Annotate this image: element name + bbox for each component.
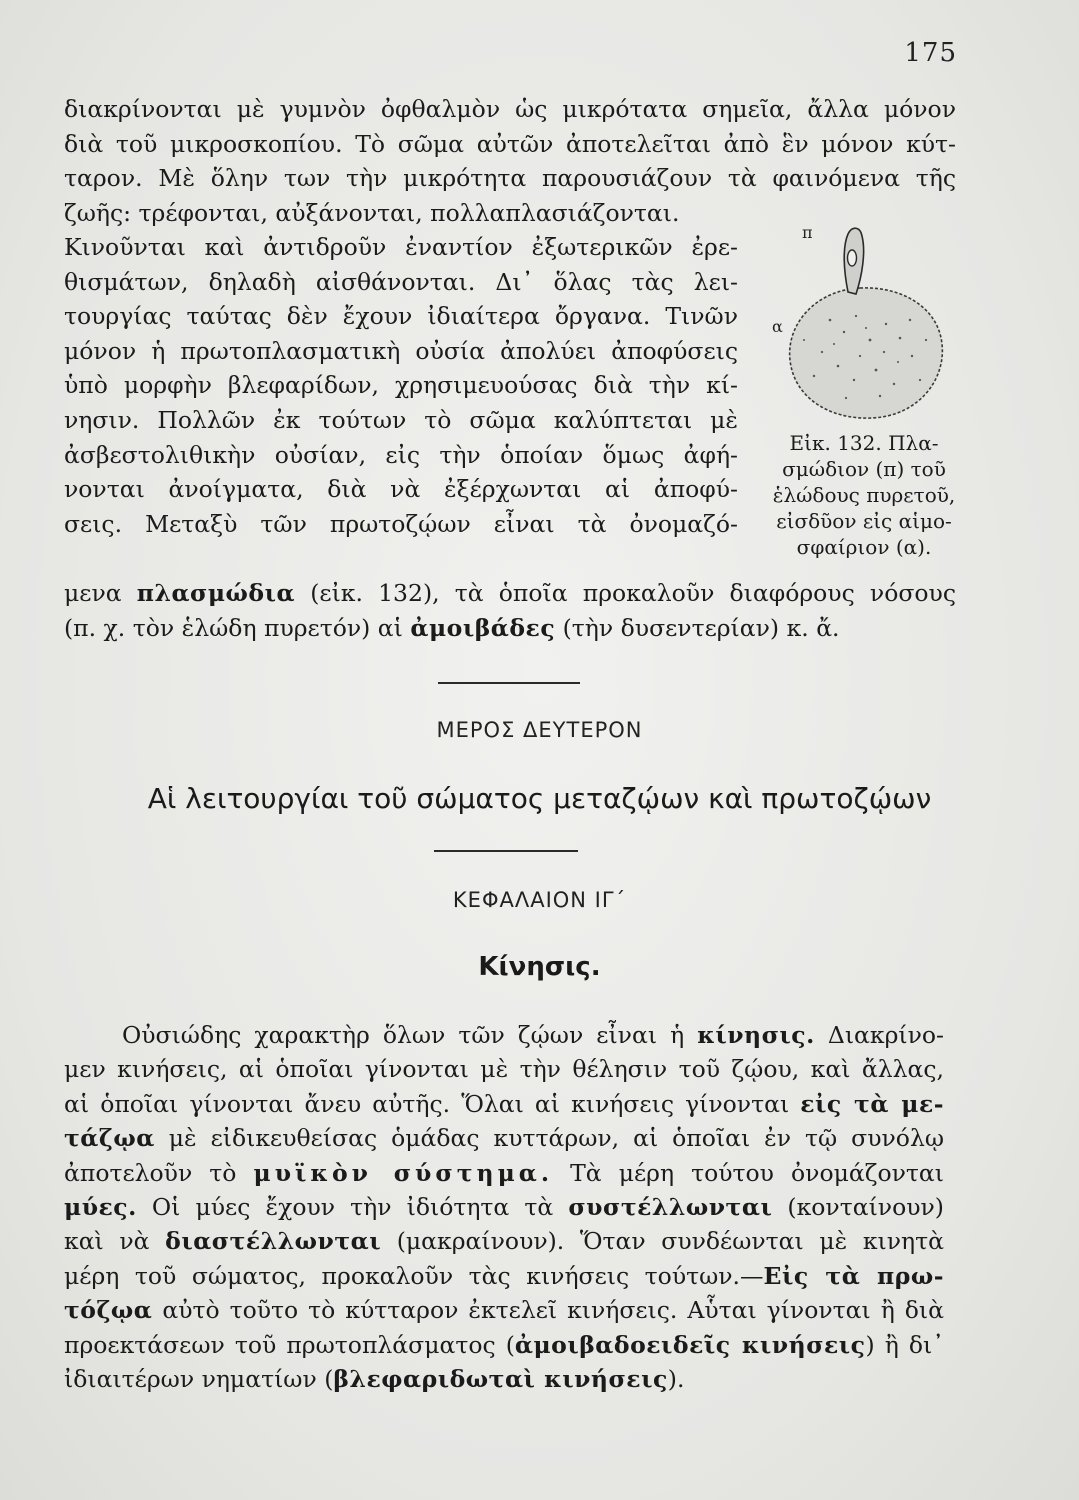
text-line [64,1293,944,1327]
text-run: ἀποτελοῦν τὸ [64,1158,254,1187]
page-number: 175 [904,38,957,68]
text-run: (μακραίνουν). Ὅταν συνδέωνται μὲ κινητὰ [381,1227,944,1256]
text-line [64,1156,944,1190]
plasmodium-drawing [760,220,960,430]
text-line: θισμάτων, δηλαδὴ αἰσθάνονται. Δι᾽ ὅλας τὰς λει- [64,267,738,296]
text-run: αἱ ὁποῖαι γίνονται ἄνευ αὐτῆς. Ὅλαι αἱ κινήσεις γίνονται [64,1089,801,1118]
caption-line: Εἰκ. 132. Πλα- [789,431,939,455]
text-line [64,1259,944,1293]
figure-plasmodium-illustration [760,220,960,430]
text-line: ταρον. Μὲ ὅλην των τὴν μικρότητα παρουσιάζουν τὰ φαινόμενα τῆς [64,164,956,193]
figure-caption [765,430,963,560]
text-line [64,1121,944,1155]
text-line [64,1224,944,1258]
term-muscles: μύες. [64,1193,137,1222]
text-run: καὶ νὰ [64,1227,166,1256]
term-amoebae: ἀμοιβάδες [410,613,556,642]
text-line [64,1190,944,1224]
text-run: ἰδιαιτέρων νηματίων ( [64,1365,334,1394]
text-run: αὐτὸ τοῦτο τὸ κύτταρον ἐκτελεῖ κινήσεις. Αὗται γίνονται ἢ διὰ [152,1296,944,1325]
term-expand: διαστέλλωνται [165,1227,382,1256]
text-line: ἀσβεστολιθικὴν οὐσίαν, εἰς τὴν ὁποίαν ὅμως ἀφή- [64,440,738,469]
chapter-heading: ΚΕΦΑΛΑΙΟΝ ΙΓ΄ [452,888,627,912]
text-run: μενα [64,579,137,607]
upper-paragraph-bottom [64,576,956,645]
section-title: Αἱ λειτουργίαι τοῦ σώματος μεταζῴων καὶ πρωτοζῴων [147,782,932,815]
term-kinesis: κίνησις. [697,1021,815,1049]
text-line: νονται ἀνοίγματα, διὰ νὰ ἐξέρχωνται αἱ ἀποφύ- [64,475,738,504]
text-line [64,1362,944,1396]
text-line [64,611,956,646]
caption-line: ἑλώδους πυρετοῦ, [772,483,956,507]
text-line: μόνον ἡ πρωτοπλασματικὴ οὐσία ἀπολύει ἀποφύσεις [64,336,738,365]
caption-line: σμώδιον (π) τοῦ [782,457,946,481]
term-contract: συστέλλωνται [568,1193,773,1222]
upper-paragraph-narrow [64,230,738,541]
blood-cell-shape [790,288,943,418]
divider-rule-bottom [434,850,578,852]
chapter-title: Κίνησις. [478,952,601,982]
text-line: μεν κινήσεις, αἱ ὁποῖαι γίνονται μὲ τὴν θέλησιν τοῦ ζῴου, καὶ ἄλλας, [64,1055,944,1084]
text-run: Τὰ μέρη τούτου ὀνομάζονται [553,1158,944,1187]
term-protozoa-start: Εἰς τὰ πρω- [763,1261,944,1290]
text-line: τουργίας ταύτας δὲν ἔχουν ἰδιαίτερα ὄργανα. Τινῶν [64,302,738,331]
text-run: ) ἢ δι᾽ [865,1330,944,1359]
text-run: Διακρίνο- [814,1021,944,1049]
term-amoeboid-movements: ἀμοιβαδοειδεῖς κινήσεις [514,1330,866,1359]
text-run: (π. χ. τὸν ἑλώδη πυρετόν) αἱ [64,613,411,642]
caption-line: σφαίριον (α). [796,535,932,559]
text-line: σεις. Μεταξὺ τῶν πρωτοζῴων εἶναι τὰ ὀνομαζό- [64,509,738,538]
term-plasmodia: πλασμώδια [136,579,296,607]
caption-line: εἰσδῦον εἰς αἱμο- [776,509,952,533]
text-line: διακρίνονται μὲ γυμνὸν ὀφθαλμὸν ὡς μικρότατα σημεῖα, ἄλλα μόνον [64,95,956,123]
text-line: ζωῆς: τρέφονται, αὐξάνονται, πολλαπλασιάζονται. [64,198,680,227]
lower-paragraph [64,1018,944,1396]
text-line: διὰ τοῦ μικροσκοπίου. Τὸ σῶμα αὐτῶν ἀποτελεῖται ἀπὸ ἓν μόνον κύτ- [64,129,956,158]
text-line [64,1018,944,1052]
text-run: (τὴν δυσεντερίαν) κ. ἄ. [555,613,840,642]
text-run: (εἰκ. 132), τὰ ὁποῖα προκαλοῦν διαφόρους νόσους [295,579,956,607]
text-run: Οὐσιώδης χαρακτὴρ ὅλων τῶν ζῴων εἶναι ἡ [122,1021,698,1049]
text-run: προεκτάσεων τοῦ πρωτοπλάσματος ( [64,1330,515,1359]
term-metazoa-start: εἰς τὰ με- [800,1089,944,1118]
figure-label-p: π [802,223,813,242]
figure-label-a: α [772,317,783,336]
text-run: ). [667,1365,685,1394]
term-ciliary-movements: βλεφαριδωταὶ κινήσεις [333,1365,668,1394]
text-line: Κινοῦνται καὶ ἀντιδροῦν ἐναντίον ἐξωτερικῶν ἐρε- [64,233,738,261]
part-heading: ΜΕΡΟΣ ΔΕΥΤΕΡΟΝ [436,718,643,742]
upper-paragraph-top [64,92,956,230]
text-line [64,1328,944,1362]
text-run: Οἱ μύες ἔχουν τὴν ἰδιότητα τὰ [136,1193,569,1222]
term-metazoa-end: τάζῳα [64,1124,155,1153]
divider-rule-top [438,682,580,684]
text-line [64,1087,944,1121]
text-line [64,576,956,611]
text-run: μέρη τοῦ σώματος, προκαλοῦν τὰς κινήσεις τούτων.— [64,1261,764,1290]
text-line: ὑπὸ μορφὴν βλεφαρίδων, χρησιμευούσας διὰ τὴν κί- [64,371,738,400]
term-protozoa-end: τόζῳα [64,1296,153,1325]
text-line: νησιν. Πολλῶν ἐκ τούτων τὸ σῶμα καλύπτεται μὲ [64,405,738,434]
plasmodium-nucleus [848,250,857,266]
text-run: (κονταίνουν) [772,1193,944,1222]
term-muscular-system: μυϊκὸν σύστημα. [253,1158,554,1187]
text-run: μὲ εἰδικευθείσας ὁμάδας κυττάρων, αἱ ὁποῖαι ἐν τῷ συνόλῳ [154,1124,944,1153]
